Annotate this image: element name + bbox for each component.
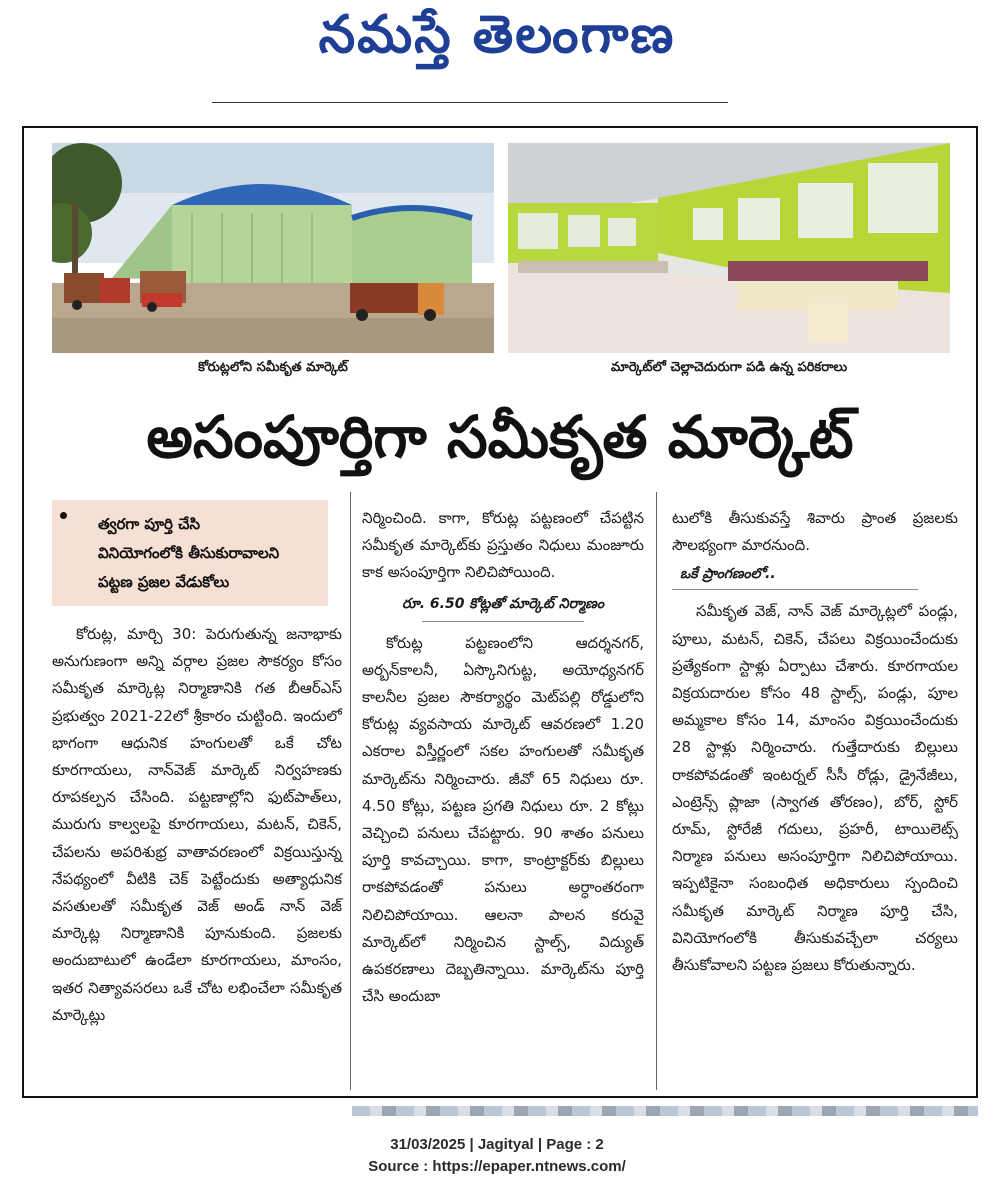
article-column-2: [362, 505, 644, 1010]
photo-caption-left: కోరుట్లలోని సమీకృత మార్కెట్: [198, 360, 348, 375]
column-divider: [350, 492, 351, 1090]
subhead-rule: [672, 589, 918, 590]
highlight-line: త్వరగా పూర్తి చేసి: [98, 515, 201, 533]
subhead-rule: [422, 621, 584, 622]
bullet-icon: [60, 512, 67, 519]
column-divider: [656, 492, 657, 1090]
article-headline: అసంపూర్తిగా సమీకృత మార్కెట్: [146, 403, 854, 471]
section-subhead: రూ. 6.50 కోట్లతో మార్కెట్ నిర్మాణం: [402, 595, 604, 612]
article-paragraph: టులోకి తీసుకువస్తే శివారు ప్రాంత ప్రజలకు సౌలభ్యంగా మారనుంది.: [672, 509, 958, 555]
footer-source: Source : https://epaper.ntnews.com/: [368, 1158, 626, 1175]
highlight-line: పట్టణ ప్రజల వేడుకోలు: [98, 573, 230, 591]
article-paragraph: నిర్మించింది. కాగా, కోరుట్ల పట్టణంలో చేపట్టిన సమీకృత మార్కెట్‌కు ప్రస్తుతం నిధులు మంజూరు కాక అసంపూర్తిగా నిలిచిపోయింది.: [362, 509, 644, 582]
highlights-box: [52, 500, 328, 606]
article-paragraph: కోరుట్ల, మార్చి 30: పెరుగుతున్న జనాభాకు అనుగుణంగా అన్ని వర్గాల ప్రజల సౌకర్యం కోసం సమీకృత మార్కెట్ల నిర్మాణానికి గత బీఆర్‌ఎస్ ప్రభుత్వం 2021-22లో శ్రీకారం చుట్టింది. ఇందులో భాగంగా ఆధునిక హంగులతో ఒకే చోట కూరగాయలు, నాన్‌వెజ్ మార్కెట్ నిర్వహణకు రూపకల్పన చేసింది. పట్టణాల్లోని ఫుట్‌పాత్‌లు, మురుగు కాల్వలపై కూరగాయలు, మటన్, చికెన్, చేపలను అపరిశుభ్ర వాతావరణంలో విక్రయిస్తున్న నేపథ్యంలో వీటికి చెక్ పెట్టేందుకు అత్యాధునిక వసతులతో సమీకృత వెజ్ అండ్ నాన్ వెజ్ మార్కెట్ల నిర్మాణానికి పూనుకుంది. ప్రజలకు అందుబాటులో ఉండేలా కూరగాయలు, మాంసం, ఇతర నిత్యావసరలు ఒకే చోట లభించేలా సమీకృత మార్కెట్లు: [52, 625, 342, 1024]
masthead-title: నమస్తే తెలంగాణ: [318, 4, 676, 65]
masthead-divider: [212, 102, 728, 103]
photo-market-interior: [508, 143, 950, 353]
adjacent-photo-strip: [352, 1106, 978, 1116]
photo-caption-right: మార్కెట్‌లో చెల్లాచెదురుగా పడి ఉన్న పరికరాలు: [610, 360, 848, 375]
article-column-3: [672, 505, 958, 979]
footer-date-edition: 31/03/2025 | Jagityal | Page : 2: [390, 1136, 604, 1153]
highlight-line: వినియోగంలోకి తీసుకురావాలని: [98, 544, 280, 562]
section-subhead: ఒకే ప్రాంగణంలో..: [680, 566, 776, 583]
article-column-1: [52, 621, 342, 1029]
article-paragraph: సమీకృత వెజ్, నాన్ వెజ్ మార్కెట్లలో పండ్లు, పూలు, మటన్, చికెన్, చేపలు విక్రయించేందుకు ప్రత్యేకంగా స్టాళ్లు ఏర్పాటు చేశారు. కూరగాయల విక్రయదారుల కోసం 48 స్టాల్స్, పండ్లు, పూల అమ్మకాల కోసం 14, మాంసం విక్రయించేందుకు 28 స్టాళ్లు నిర్మించారు. గుత్తేదారుకు బిల్లులు రాకపోవడంతో ఇంటర్నల్ సీసీ రోడ్లు, డ్రైనేజీలు, ఎంట్రెన్స్ ప్లాజా (స్వాగత తోరణం), బోర్, స్టోర్ రూమ్, స్టోరేజీ గదులు, ప్రహరీ, టాయిలెట్స్ నిర్మాణ పనులు అసంపూర్తిగా నిలిచిపోయాయి. ఇప్పటికైనా సంబంధిత అధికారులు స్పందించి సమీకృత మార్కెట్ నిర్మాణ పూర్తి చేసి, వినియోగంలోకి తీసుకువచ్చేలా చర్యలు తీసుకోవాలని పట్టణ ప్రజలు కోరుతున్నారు.: [672, 602, 958, 975]
article-paragraph: కోరుట్ల పట్టణంలోని ఆదర్శనగర్, అర్బన్‌కాలనీ, ఏస్కొనిగుట్ట, అయోధ్యనగర్ కాలనీల ప్రజల సౌకర్యార్థం మెట్‌పల్లి రోడ్డులోని కోరుట్ల వ్యవసాయ మార్కెట్ ఆవరణలో 1.20 ఎకరాల విస్తీర్ణంలో సకల హంగులతో సమీకృత మార్కెట్‌ను నిర్మించారు. జీవో 65 నిధులు రూ. 4.50 కోట్లు, పట్టణ ప్రగతి నిధులు రూ. 2 కోట్లు వెచ్చించి పనులు చేపట్టారు. 90 శాతం పనులు పూర్తి కావచ్చాయి. కాగా, కాంట్రాక్టర్‌కు బిల్లులు రాకపోవడంతో పనులు అర్ధాంతరంగా నిలిచిపోయాయి. ఆలనా పాలన కరువై మార్కెట్‌లో నిర్మించిన స్టాల్స్, విద్యుత్ ఉపకరణాలు దెబ్బతిన్నాయి. మార్కెట్‌ను పూర్తి చేసి అందుబా: [362, 633, 644, 1006]
photo-market-exterior: [52, 143, 494, 353]
